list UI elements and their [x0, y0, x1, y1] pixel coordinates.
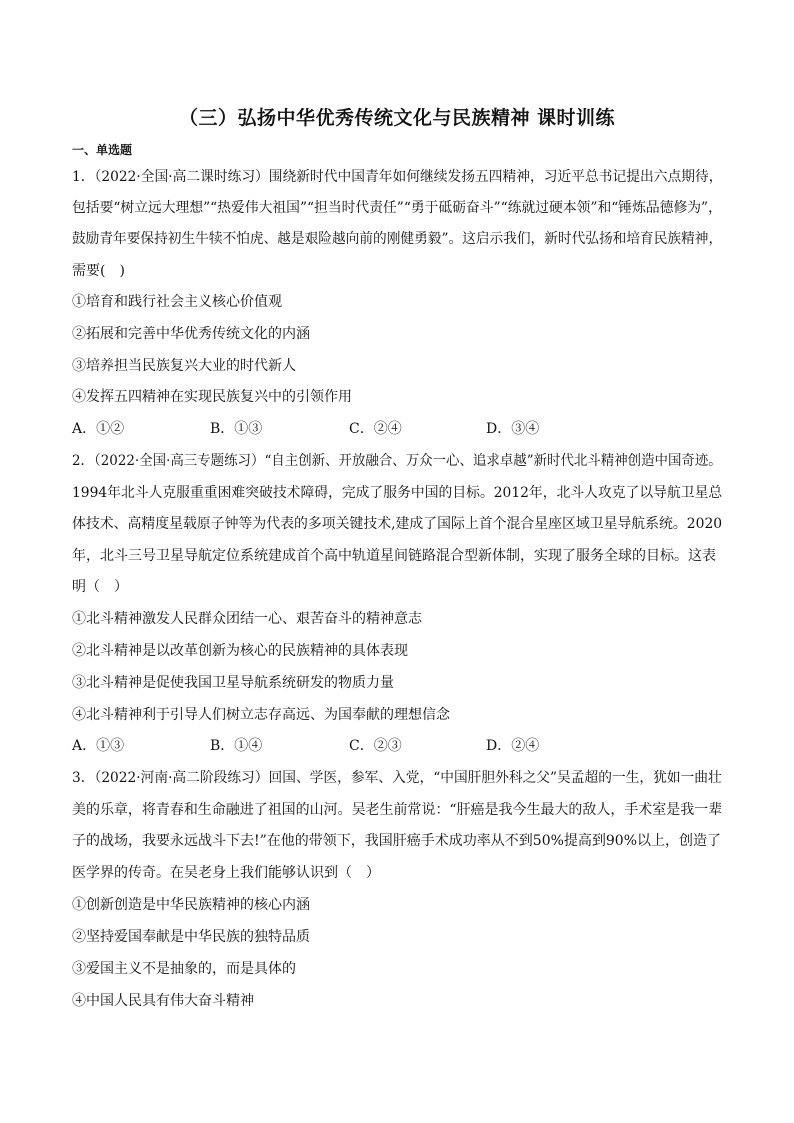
q2-stem-line: 1994年北斗人克服重重困难突破技术障碍，完成了服务中国的目标。2012年，北斗人攻克了以导航卫星总: [72, 485, 723, 501]
q3-statement: ②坚持爱国奉献是中华民族的独特品质: [72, 929, 310, 945]
q2-option-b[interactable]: B．①④: [210, 738, 263, 754]
q2-stem-line: 年，北斗三号卫星导航定位系统建成首个高中轨道星间链路混合型新体制，实现了服务全球的目标。这表: [72, 548, 716, 564]
q1-statement: ①培育和践行社会主义核心价值观: [72, 294, 282, 310]
q1-options: [72, 420, 632, 438]
page-title: （三）弘扬中华优秀传统文化与民族精神 课时训练: [178, 107, 616, 129]
q3-statement: ①创新创造是中华民族精神的核心内涵: [72, 897, 310, 913]
q3-statement: ④中国人民具有伟大奋斗精神: [72, 993, 254, 1009]
q3-statement: ③爱国主义不是抽象的，而是具体的: [72, 961, 296, 977]
q1-statement: ③培养担当民族复兴大业的时代新人: [72, 358, 296, 374]
q2-options: [72, 737, 632, 755]
q1-option-c[interactable]: C．②④: [349, 421, 402, 437]
q2-option-a[interactable]: A．①③: [72, 738, 125, 754]
q2-stem-line: 2．（2022·全国·高三专题练习）“自主创新、开放融合、万众一心、追求卓越”新时代北斗精神创造中国奇迹。: [72, 453, 722, 469]
q2-statement: ①北斗精神激发人民群众团结一心、艰苦奋斗的精神意志: [72, 611, 422, 627]
q3-stem-line: 子的战场，我要永远战斗下去!”在他的带领下，我国肝癌手术成功率从不到50%提高到90%以上，创造了: [72, 833, 722, 849]
q2-statement: ③北斗精神是促使我国卫星导航系统研发的物质力量: [72, 675, 394, 691]
q2-stem-line: 明（ ）: [72, 579, 128, 595]
q1-option-b[interactable]: B．①③: [210, 421, 263, 437]
q1-statement: ②拓展和完善中华优秀传统文化的内涵: [72, 326, 310, 342]
q1-stem-line: 需要( ): [72, 263, 125, 279]
q1-option-d[interactable]: D．③④: [486, 421, 540, 437]
q2-option-c[interactable]: C．②③: [349, 738, 402, 754]
q3-stem-line: 美的乐章，将青春和生命融进了祖国的山河。吴老生前常说：“肝癌是我今生最大的敌人，手术室是我一辈: [72, 802, 723, 818]
q1-stem-line: 包括要“树立远大理想”“热爱伟大祖国”“担当时代责任”“勇于砥砺奋斗”“练就过硬本领”和“锤炼品德修为”，: [72, 200, 722, 216]
q3-stem-line: 3．（2022·河南·高二阶段练习）回国、学医，参军、入党，“中国肝胆外科之父”吴孟超的一生，犹如一曲壮: [72, 770, 722, 786]
q2-option-d[interactable]: D．②④: [486, 738, 540, 754]
q1-stem-line: 1．（2022·全国·高二课时练习）围绕新时代中国青年如何继续发扬五四精神，习近平总书记提出六点期待，: [72, 169, 723, 185]
section-heading: 一、单选题: [72, 143, 133, 157]
q3-stem-line: 医学界的传奇。在吴老身上我们能够认识到（ ）: [72, 865, 380, 881]
q1-stem-line: 鼓励青年要保持初生牛犊不怕虎、越是艰险越向前的刚健勇毅”。这启示我们，新时代弘扬和培育民族精神，: [72, 231, 723, 247]
q1-statement: ④发挥五四精神在实现民族复兴中的引领作用: [72, 389, 352, 405]
q1-option-a[interactable]: A．①②: [72, 421, 125, 437]
q2-statement: ④北斗精神利于引导人们树立志存高远、为国奉献的理想信念: [72, 707, 450, 723]
q2-stem-line: 体技术、高精度星载原子钟等为代表的多项关键技术,建成了国际上首个混合星座区域卫星导航系统。2020: [72, 516, 723, 532]
q2-statement: ②北斗精神是以改革创新为核心的民族精神的具体表现: [72, 643, 408, 659]
